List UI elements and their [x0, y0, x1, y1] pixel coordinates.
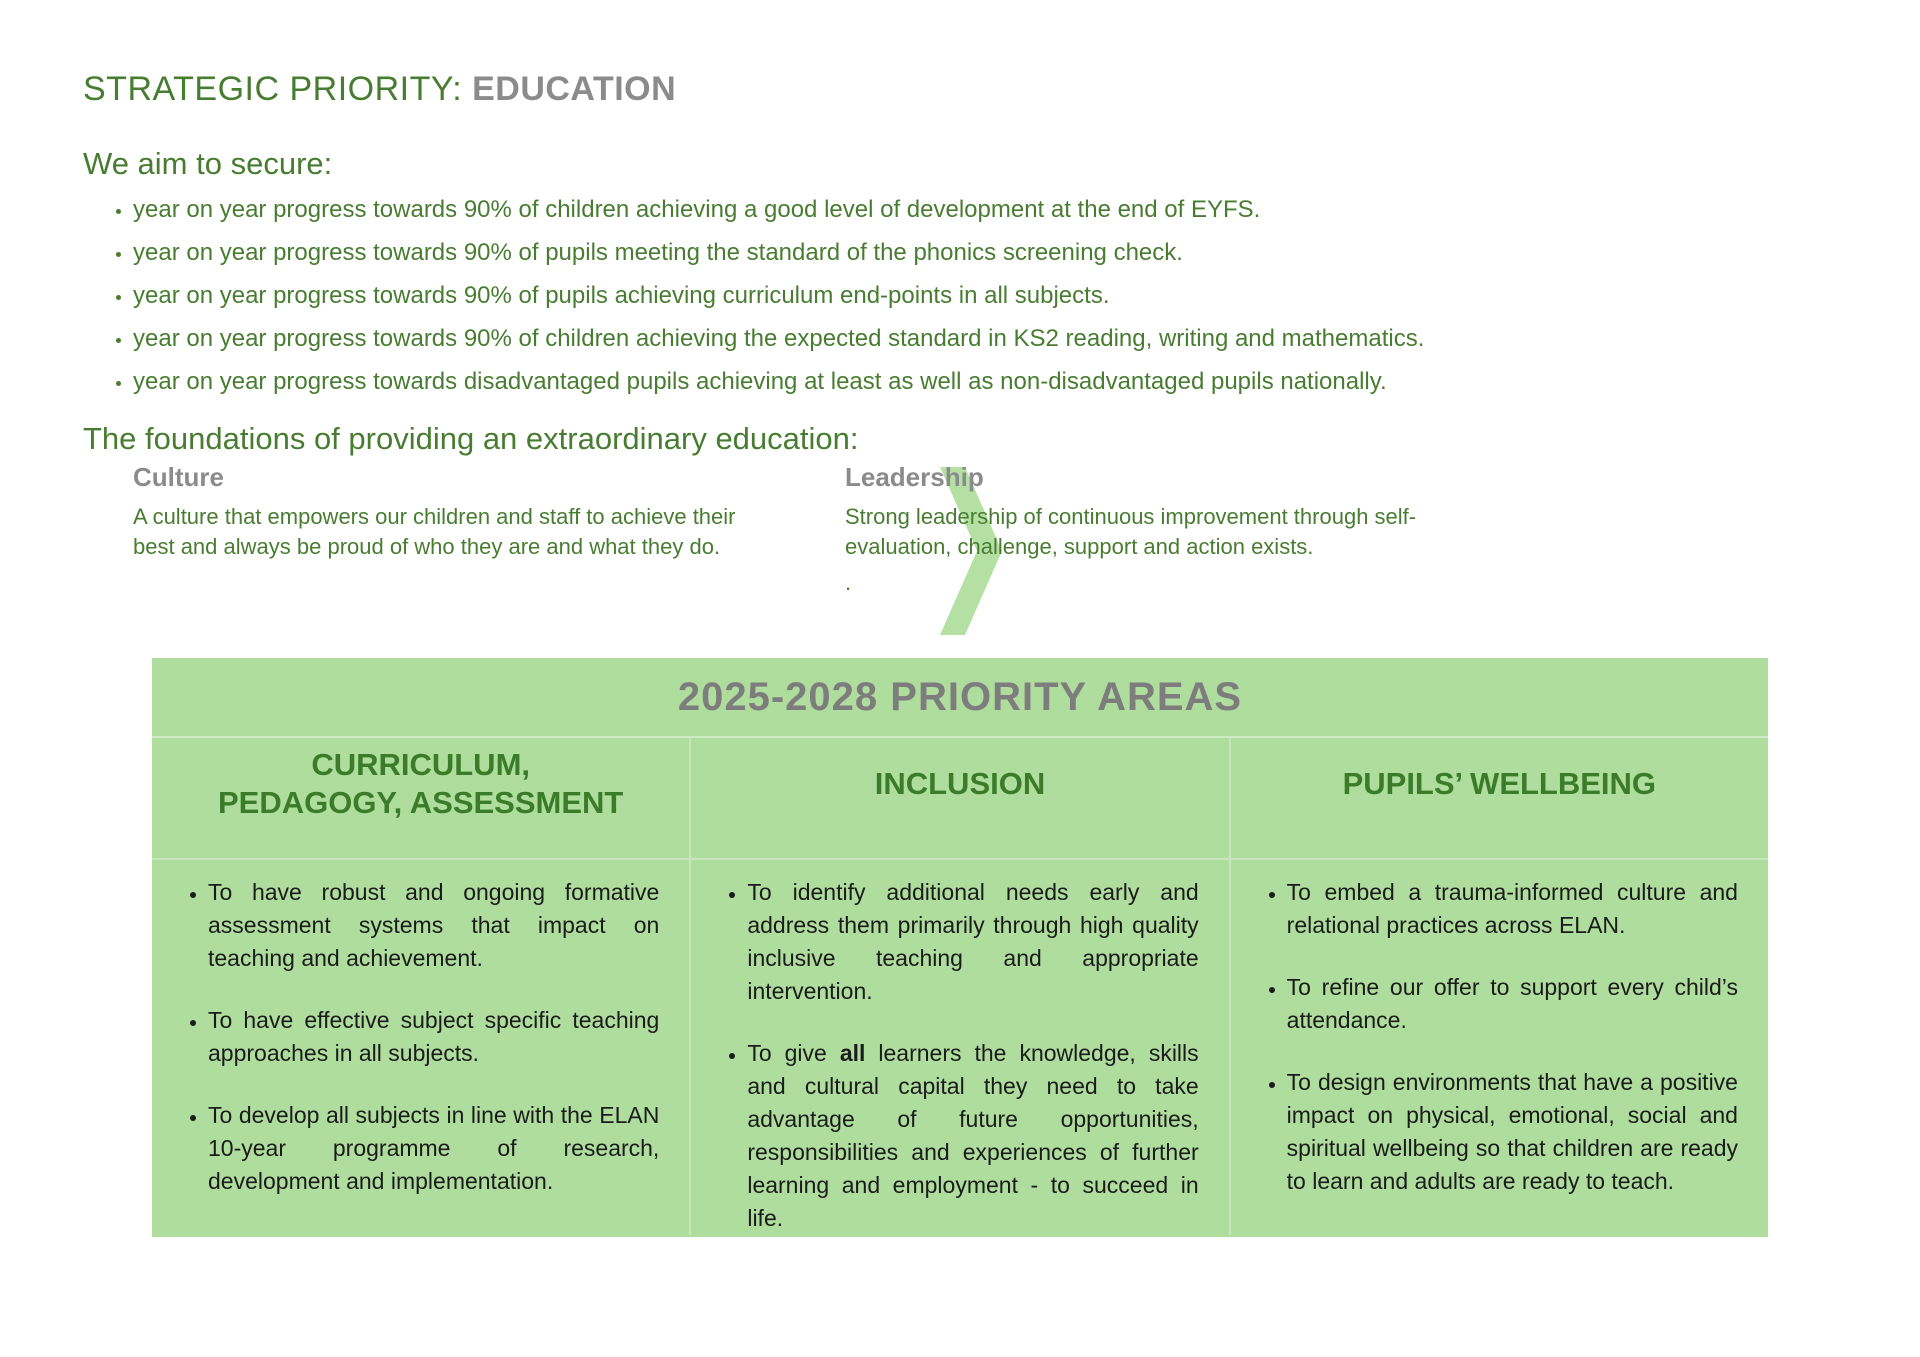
column-body-wellbeing	[1231, 860, 1768, 1198]
leadership-body: Strong leadership of continuous improvement through self-evaluation, challenge, support and action exists.	[845, 504, 1417, 559]
column-heading-line: PUPILS’ WELLBEING	[1342, 766, 1657, 801]
column-heading-inclusion	[691, 738, 1228, 860]
priority-areas-columns	[152, 738, 1768, 1235]
leadership-trailing-dot: .	[845, 570, 852, 595]
bullet-item: • To refine our offer to support every child’s attendance.	[1287, 971, 1738, 1037]
column-heading-curriculum	[152, 738, 689, 860]
priority-column-wellbeing	[1231, 738, 1768, 1235]
priority-areas-title: 2025-2028 PRIORITY AREAS	[152, 658, 1768, 738]
bullet-item: • To design environments that have a positive impact on physical, emotional, social and spiritual wellbeing so that children are ready to learn and adults are ready to teach.	[1287, 1066, 1738, 1198]
aim-item: • year on year progress towards 90% of pupils meeting the standard of the phonics screening check.	[133, 239, 1424, 267]
column-bullet-list	[713, 876, 1198, 1235]
leadership-title: Leadership	[845, 462, 984, 492]
column-body-inclusion	[691, 860, 1228, 1235]
bullet-text-post: learners the knowledge, skills and cultural capital they need to take advantage of future opportunities, responsibilities and experiences of further learning and employment - to succeed in life.	[747, 1040, 1199, 1231]
aim-item: • year on year progress towards 90% of pupils achieving curriculum end-points in all subjects.	[133, 282, 1424, 310]
page-title	[83, 70, 676, 109]
bullet-text-pre: To give	[747, 1040, 840, 1066]
page-title-highlight: EDUCATION	[472, 70, 677, 108]
column-bullet-list	[174, 876, 659, 1198]
bullet-item: • To embed a trauma-informed culture and relational practices across ELAN.	[1287, 876, 1738, 942]
culture-section	[133, 462, 773, 562]
column-heading-line: CURRICULUM,	[311, 747, 531, 782]
bullet-item: • To develop all subjects in line with the ELAN 10-year programme of research, development and implementation.	[208, 1099, 659, 1198]
page-title-prefix: STRATEGIC PRIORITY:	[83, 70, 473, 108]
priority-column-inclusion	[691, 738, 1230, 1235]
foundations-heading: The foundations of providing an extraordinary education:	[83, 421, 859, 456]
aim-item: • year on year progress towards disadvantaged pupils achieving at least as well as non-disadvantaged pupils nationally.	[133, 368, 1424, 396]
column-heading-wellbeing	[1231, 738, 1768, 860]
bullet-item: • To identify additional needs early and address them primarily through high quality inclusive teaching and appropriate intervention.	[747, 876, 1198, 1008]
priority-areas-box	[152, 658, 1768, 1237]
culture-title: Culture	[133, 462, 224, 492]
aim-item: • year on year progress towards 90% of children achieving a good level of development at the end of EYFS.	[133, 196, 1424, 224]
aims-list	[105, 196, 1424, 411]
bullet-text-bold: all	[839, 1040, 866, 1066]
column-bullet-list	[1253, 876, 1738, 1198]
bullet-item: • To have robust and ongoing formative assessment systems that impact on teaching and achievement.	[208, 876, 659, 975]
column-heading-line: INCLUSION	[874, 766, 1046, 801]
priority-column-curriculum	[152, 738, 691, 1235]
culture-body: A culture that empowers our children and staff to achieve their best and always be proud of who they are and what they do.	[133, 504, 736, 559]
column-heading-line: PEDAGOGY, ASSESSMENT	[217, 785, 624, 820]
leadership-section	[845, 462, 1460, 598]
bullet-item: • To have effective subject specific teaching approaches in all subjects.	[208, 1004, 659, 1070]
aims-heading: We aim to secure:	[83, 146, 333, 181]
bullet-item	[747, 1037, 1198, 1235]
column-body-curriculum	[152, 860, 689, 1198]
aim-item: • year on year progress towards 90% of children achieving the expected standard in KS2 reading, writing and mathematics.	[133, 325, 1424, 353]
